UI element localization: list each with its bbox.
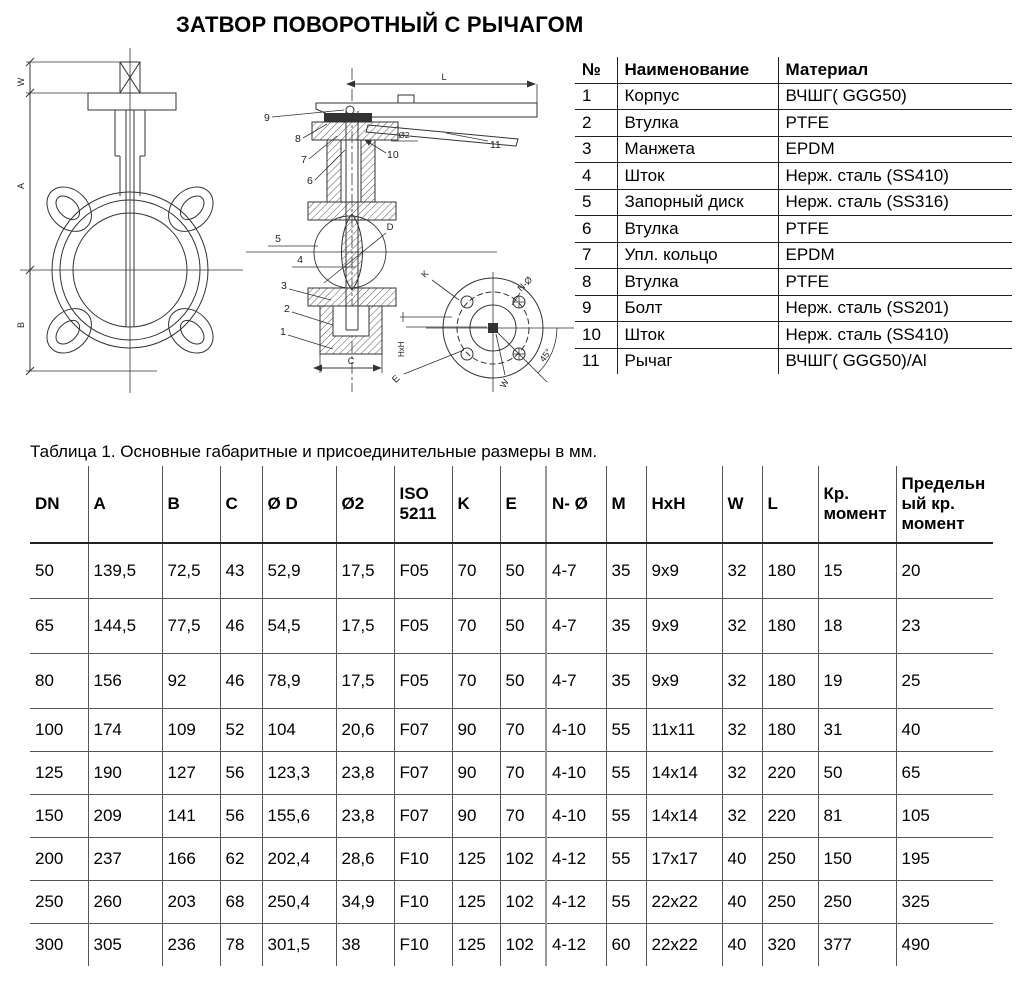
table-cell: 100 [30, 708, 88, 751]
table-cell: 150 [30, 794, 88, 837]
table-cell: Нерж. сталь (SS316) [778, 189, 1012, 216]
table-cell: 32 [722, 708, 762, 751]
table-cell: 250 [762, 837, 818, 880]
table-cell: 22x22 [646, 880, 722, 923]
table-cell: 43 [220, 543, 262, 598]
table-cell: 220 [762, 794, 818, 837]
table-cell: ВЧШГ( GGG50) [778, 83, 1012, 110]
table-cell: F05 [394, 543, 452, 598]
table-cell: 50 [500, 543, 546, 598]
parts-materials-table [575, 57, 1012, 374]
table-cell: 9x9 [646, 543, 722, 598]
table-cell: 77,5 [162, 598, 220, 653]
table-row [575, 83, 1012, 110]
table-cell: 127 [162, 751, 220, 794]
table-cell: 490 [896, 923, 993, 966]
table-cell: 180 [762, 543, 818, 598]
table-cell: 250,4 [262, 880, 336, 923]
column-header: Материал [778, 57, 1012, 83]
table-row [30, 708, 993, 751]
front-view [20, 48, 243, 393]
table-cell: 180 [762, 653, 818, 708]
table-cell: 14x14 [646, 751, 722, 794]
table-cell: 70 [500, 751, 546, 794]
table-cell: 40 [722, 880, 762, 923]
table-cell: 141 [162, 794, 220, 837]
label-stem-w: W [497, 377, 511, 390]
table-cell: 4-7 [546, 543, 606, 598]
table-cell: 62 [220, 837, 262, 880]
table-cell: 55 [606, 837, 646, 880]
table-cell: 40 [896, 708, 993, 751]
table-row [575, 348, 1012, 374]
technical-drawing [0, 45, 575, 400]
table-cell: Втулка [617, 216, 778, 243]
table-row [30, 653, 993, 708]
table-cell: 92 [162, 653, 220, 708]
table-cell: 125 [452, 837, 500, 880]
table-row [575, 295, 1012, 322]
dims-table-body [30, 543, 993, 966]
label-holes-n: N-Ø [515, 274, 535, 294]
table-row [575, 242, 1012, 269]
table-cell: 78,9 [262, 653, 336, 708]
table-cell: 4-12 [546, 837, 606, 880]
table-cell: F10 [394, 837, 452, 880]
table-cell: 4-10 [546, 751, 606, 794]
page-title: ЗАТВОР ПОВОРОТНЫЙ С РЫЧАГОМ [176, 12, 584, 37]
table-cell: 260 [88, 880, 162, 923]
table-cell: Втулка [617, 110, 778, 137]
table-cell: 78 [220, 923, 262, 966]
table-cell: PTFE [778, 216, 1012, 243]
table-row [30, 880, 993, 923]
table-cell: 220 [762, 751, 818, 794]
table-cell: 250 [762, 880, 818, 923]
table-cell: 250 [30, 880, 88, 923]
table-cell: Корпус [617, 83, 778, 110]
callout-9: 9 [264, 112, 270, 124]
column-header: Ø D [262, 466, 336, 543]
label-stem-diameter: Ø2 [398, 131, 410, 140]
column-header: M [606, 466, 646, 543]
dim-label-w-front: W [16, 77, 26, 87]
callout-6: 6 [307, 175, 313, 187]
table-row [30, 794, 993, 837]
table-cell: 125 [452, 880, 500, 923]
table-cell: Шток [617, 322, 778, 349]
column-header: L [762, 466, 818, 543]
callout-5: 5 [275, 233, 281, 245]
table-cell: 10 [575, 322, 617, 349]
callout-4: 4 [297, 254, 303, 266]
table-cell: 55 [606, 794, 646, 837]
parts-table-body [575, 83, 1012, 374]
column-header: A [88, 466, 162, 543]
table-row [575, 189, 1012, 216]
table-cell: 17x17 [646, 837, 722, 880]
table-row [575, 216, 1012, 243]
column-header: № [575, 57, 617, 83]
table-cell: 195 [896, 837, 993, 880]
column-header: Предельный кр. момент [896, 466, 993, 543]
table-cell: 156 [88, 653, 162, 708]
table-cell: 46 [220, 653, 262, 708]
table-cell: 65 [896, 751, 993, 794]
table-cell: 32 [722, 598, 762, 653]
table-cell: 32 [722, 543, 762, 598]
table-cell: 305 [88, 923, 162, 966]
table-cell: 54,5 [262, 598, 336, 653]
table-cell: 377 [818, 923, 896, 966]
table-cell: F05 [394, 598, 452, 653]
column-header: K [452, 466, 500, 543]
table-cell: 250 [818, 880, 896, 923]
table-cell: 4-12 [546, 923, 606, 966]
table-cell: 55 [606, 708, 646, 751]
table-cell: 203 [162, 880, 220, 923]
dims-table-header [30, 466, 993, 543]
table-cell: 236 [162, 923, 220, 966]
label-disc-diameter: D [386, 222, 394, 233]
table-cell: 1 [575, 83, 617, 110]
table-cell: 104 [262, 708, 336, 751]
table-row [30, 923, 993, 966]
table-cell: PTFE [778, 110, 1012, 137]
dim-label-l: L [441, 72, 447, 82]
table-cell: 4-12 [546, 880, 606, 923]
callout-11: 11 [490, 139, 501, 151]
table-cell: 81 [818, 794, 896, 837]
table-cell: 4-7 [546, 598, 606, 653]
table-cell: Запорный диск [617, 189, 778, 216]
table-cell: 55 [606, 880, 646, 923]
table-cell: 40 [722, 837, 762, 880]
table-cell: 123,3 [262, 751, 336, 794]
table-cell: 50 [30, 543, 88, 598]
table-cell: EPDM [778, 242, 1012, 269]
table-cell: 174 [88, 708, 162, 751]
table-row [575, 110, 1012, 137]
table-cell: 237 [88, 837, 162, 880]
table-cell: 80 [30, 653, 88, 708]
callout-7: 7 [301, 154, 307, 166]
table-cell: 3 [575, 136, 617, 163]
table-cell: 155,6 [262, 794, 336, 837]
parts-table-header [575, 57, 1012, 83]
table-cell: 4 [575, 163, 617, 190]
column-header: B [162, 466, 220, 543]
table-cell: 300 [35, 934, 64, 954]
table-row [30, 837, 993, 880]
label-square-hxh: HxH [397, 341, 406, 357]
table-cell: F05 [394, 653, 452, 708]
column-header: ISO 5211 [394, 466, 452, 543]
header-row [30, 466, 993, 543]
table-cell: 11 [582, 351, 600, 371]
table-cell: 202,4 [262, 837, 336, 880]
table-cell: 23,8 [336, 751, 394, 794]
table-cell: 8 [575, 269, 617, 296]
table-cell: 25 [896, 653, 993, 708]
table-cell: 5 [575, 189, 617, 216]
table-cell: 102 [500, 880, 546, 923]
table-cell: 65 [30, 598, 88, 653]
table-cell: 56 [220, 794, 262, 837]
table-cell: ВЧШГ( GGG50)/Al [778, 348, 1012, 374]
callout-8: 8 [295, 133, 301, 145]
table-cell: 17,5 [336, 598, 394, 653]
table-cell: Манжета [617, 136, 778, 163]
table-cell: 15 [818, 543, 896, 598]
table-cell: 20,6 [336, 708, 394, 751]
table-row [30, 543, 993, 598]
table-cell: 22x22 [646, 923, 722, 966]
table-cell: 209 [88, 794, 162, 837]
table-cell: 14x14 [646, 794, 722, 837]
table-cell: 50 [500, 598, 546, 653]
column-header: E [500, 466, 546, 543]
table-cell: 46 [220, 598, 262, 653]
column-header: DN [30, 466, 88, 543]
table-cell: Болт [617, 295, 778, 322]
table-cell: 125 [30, 751, 88, 794]
table-cell: 200 [30, 837, 88, 880]
column-header: C [220, 466, 262, 543]
table-cell: 70 [452, 653, 500, 708]
table-cell: 4-10 [546, 708, 606, 751]
dimensions-table [30, 466, 993, 966]
callout-10: 10 [387, 149, 399, 161]
table-cell: 11x11 [646, 708, 722, 751]
table-cell: 4-7 [546, 653, 606, 708]
table-cell: 32 [722, 794, 762, 837]
table-cell: 20 [896, 543, 993, 598]
table-cell: 56 [220, 751, 262, 794]
table-cell: 190 [88, 751, 162, 794]
table-cell: 301,5 [262, 923, 336, 966]
table-cell: 35 [606, 598, 646, 653]
table-cell: 70 [500, 708, 546, 751]
table-caption: Таблица 1. Основные габаритные и присоединительные размеры в мм. [30, 442, 598, 461]
column-header: N- Ø [546, 466, 606, 543]
table-cell: 40 [722, 923, 762, 966]
table-cell: 9 [575, 295, 617, 322]
table-cell: 32 [722, 653, 762, 708]
top-view [400, 272, 574, 392]
dim-label-a: A [16, 182, 26, 190]
table-cell: F10 [394, 923, 452, 966]
table-cell: 52 [220, 708, 262, 751]
table-cell: 102 [500, 923, 546, 966]
table-cell: 17,5 [336, 653, 394, 708]
table-cell: Нерж. сталь (SS410) [778, 163, 1012, 190]
table-cell: 19 [818, 653, 896, 708]
column-header: W [722, 466, 762, 543]
dim-label-c: C [347, 356, 355, 366]
table-cell: F10 [394, 880, 452, 923]
table-cell: 166 [162, 837, 220, 880]
callout-1: 1 [280, 326, 286, 338]
table-cell: 50 [500, 653, 546, 708]
table-cell: 139,5 [88, 543, 162, 598]
table-cell: 17,5 [336, 543, 394, 598]
table-cell: 35 [606, 543, 646, 598]
table-cell: 23,8 [336, 794, 394, 837]
column-header: Ø2 [336, 466, 394, 543]
table-cell: 70 [452, 543, 500, 598]
table-cell: 60 [606, 923, 646, 966]
label-bolt-circle-k: K [419, 268, 431, 280]
table-cell: EPDM [778, 136, 1012, 163]
table-cell: PTFE [778, 269, 1012, 296]
table-cell: 31 [818, 708, 896, 751]
table-cell: 35 [606, 653, 646, 708]
table-cell: 109 [162, 708, 220, 751]
table-cell: 6 [575, 216, 617, 243]
table-cell: 102 [500, 837, 546, 880]
table-cell: 70 [452, 598, 500, 653]
column-header: Наименование [617, 57, 778, 83]
table-cell: 150 [818, 837, 896, 880]
table-cell: 90 [452, 751, 500, 794]
column-header: Кр. момент [818, 466, 896, 543]
table-cell: Шток [617, 163, 778, 190]
table-row [575, 163, 1012, 190]
column-header: HxH [646, 466, 722, 543]
table-cell: 50 [818, 751, 896, 794]
table-cell: 68 [220, 880, 262, 923]
header-row [575, 57, 1012, 83]
table-cell: Упл. кольцо [617, 242, 778, 269]
table-row [30, 751, 993, 794]
table-cell: 38 [336, 923, 394, 966]
table-cell: F07 [394, 794, 452, 837]
table-cell: 32 [722, 751, 762, 794]
table-row [575, 136, 1012, 163]
callout-3: 3 [281, 280, 287, 292]
table-cell: 28,6 [336, 837, 394, 880]
label-angle-45: 45° [537, 346, 554, 364]
table-cell: 320 [762, 923, 818, 966]
table-cell: 2 [575, 110, 617, 137]
table-cell: 4-10 [546, 794, 606, 837]
callout-2: 2 [284, 303, 290, 315]
table-cell: 105 [896, 794, 993, 837]
label-flange-e: E [390, 373, 403, 386]
table-cell: 70 [500, 794, 546, 837]
table-cell: 180 [762, 708, 818, 751]
table-cell: 90 [452, 794, 500, 837]
table-cell: Рычаг [617, 348, 778, 374]
table-cell: 325 [896, 880, 993, 923]
dim-label-b: B [16, 321, 26, 329]
table-row [575, 269, 1012, 296]
table-cell: 125 [452, 923, 500, 966]
table-cell: Нерж. сталь (SS410) [778, 322, 1012, 349]
table-cell: Втулка [617, 269, 778, 296]
table-cell: 9x9 [646, 598, 722, 653]
table-cell: 55 [606, 751, 646, 794]
table-cell: 34,9 [336, 880, 394, 923]
table-cell: F07 [394, 708, 452, 751]
table-cell: F07 [394, 751, 452, 794]
table-row [575, 322, 1012, 349]
table-cell: 72,5 [162, 543, 220, 598]
table-cell: Нерж. сталь (SS201) [778, 295, 1012, 322]
table-cell: 18 [818, 598, 896, 653]
table-cell: 180 [762, 598, 818, 653]
table-cell: 52,9 [262, 543, 336, 598]
table-cell: 23 [896, 598, 993, 653]
table-cell: 7 [575, 242, 617, 269]
table-row [30, 598, 993, 653]
table-cell: 144,5 [88, 598, 162, 653]
table-cell: 9x9 [646, 653, 722, 708]
table-cell: 90 [452, 708, 500, 751]
